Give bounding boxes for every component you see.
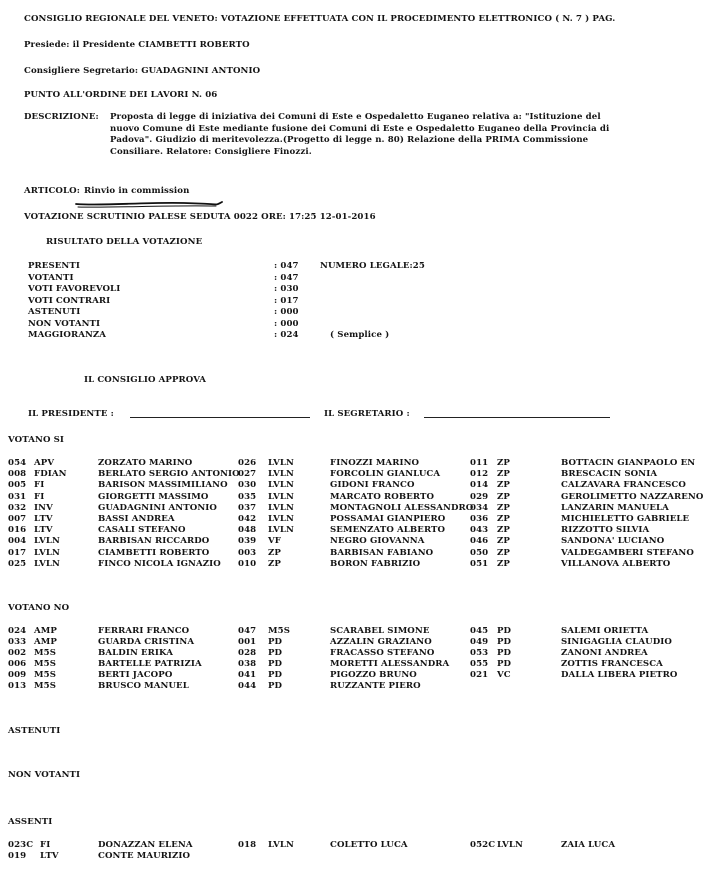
voter-group: FI [40, 840, 51, 850]
presidente-signature-line [130, 417, 310, 418]
risultato-label: MAGGIORANZA [28, 330, 107, 340]
voter-group: M5S [34, 681, 56, 691]
voter-name: BALDIN ERIKA [98, 648, 173, 658]
voter-name: ZOTTIS FRANCESCA [561, 659, 663, 669]
voter-group: ZP [497, 558, 510, 569]
voter-name: BARTELLE PATRIZIA [98, 659, 202, 669]
articolo-label: ARTICOLO: [24, 186, 80, 196]
voter-number: 046 [470, 536, 489, 547]
voter-name: FINOZZI MARINO [330, 458, 420, 468]
voter-name: GEROLIMETTO NAZZARENO [561, 491, 703, 502]
voter-name: BARBISAN RICCARDO [98, 536, 210, 547]
risultato-row [28, 284, 628, 295]
voter-name: BRUSCO MANUEL [98, 681, 189, 691]
voter-group: ZP [268, 547, 281, 558]
voter-number: 043 [470, 525, 489, 536]
voter-number: 021 [470, 670, 489, 680]
risultato-row [28, 296, 628, 307]
risultato-row [28, 307, 628, 318]
assenti-row [0, 840, 689, 851]
voter-number: 047 [238, 626, 257, 636]
votano-si-row [0, 491, 703, 503]
esito-line: IL CONSIGLIO APPROVA [84, 375, 207, 385]
voter-number: 042 [238, 514, 257, 524]
votano-no-row [0, 659, 689, 670]
assenti-row [0, 851, 689, 862]
voter-name: BASSI ANDREA [98, 514, 175, 524]
segretario-signature-label: IL SEGRETARIO : [324, 409, 410, 419]
voter-group: LTV [34, 525, 53, 536]
voter-group: APV [34, 458, 55, 468]
voter-group: ZP [497, 469, 510, 480]
votano-si-row [0, 458, 696, 469]
voter-name: FINCO NICOLA IGNAZIO [98, 558, 221, 569]
voter-group: AMP [34, 626, 57, 636]
voter-group: ZP [497, 458, 510, 468]
voter-group: ZP [497, 502, 510, 513]
risultato-heading: RISULTATO DELLA VOTAZIONE [46, 237, 203, 247]
voter-group: VC [497, 670, 511, 680]
voter-group: PD [497, 626, 512, 636]
votano-si-row [0, 559, 689, 570]
voter-number: 051 [470, 558, 489, 569]
voter-number: 004 [8, 536, 27, 547]
voter-number: 036 [470, 514, 489, 524]
voter-group: LVLN [34, 547, 60, 558]
risultato-extra: ( Semplice ) [330, 330, 390, 340]
non-votanti-heading: NON VOTANTI [8, 770, 81, 780]
risultato-label: VOTI FAVOREVOLI [28, 284, 121, 294]
voter-group: LVLN [268, 480, 294, 491]
voter-number: 026 [238, 458, 257, 468]
voter-number: 038 [238, 659, 257, 669]
voter-name: SALEMI ORIETTA [561, 626, 649, 636]
voter-name: BORON FABRIZIO [330, 558, 421, 569]
voter-name: MARCATO ROBERTO [330, 491, 435, 502]
risultato-value: : 030 [274, 284, 299, 294]
voter-group: PD [268, 648, 283, 658]
voter-name: BERTI JACOPO [98, 670, 173, 680]
voter-group: LVLN [268, 525, 294, 536]
risultato-value: : 000 [274, 318, 299, 329]
voter-name: CIAMBETTI ROBERTO [98, 547, 210, 558]
voter-number: 028 [238, 648, 257, 658]
voter-number: 032 [8, 502, 27, 513]
voter-group: PD [268, 670, 283, 680]
voter-group: ZP [497, 491, 510, 502]
votano-si-row [0, 514, 689, 525]
votano-no-heading: VOTANO NO [8, 603, 70, 613]
voter-name: BERLATO SERGIO ANTONIO [98, 469, 240, 480]
presiede-line: Presiede: il Presidente CIAMBETTI ROBERTO [24, 40, 250, 50]
descrizione-text: Proposta di legge di iniziativa dei Comuni di Este e Ospedaletto Euganeo relativa a: "Istituzione del nuovo Comune di Este mediante fusione dei Comuni di Este e Ospedaletto Euganeo della Provincia di Padova". Giudizio di meritevolezza.(Progetto di legge n. 80) Relazione della PRIMA Commissione Consiliare. Relatore: Consigliere Finozzi. [110, 112, 610, 157]
voter-name: VILLANOVA ALBERTO [561, 558, 671, 569]
voter-number: 054 [8, 458, 27, 468]
voter-number: 012 [470, 469, 489, 480]
voter-number: 006 [8, 659, 27, 669]
risultato-row [28, 273, 628, 284]
risultato-row [28, 261, 628, 272]
voter-name: PIGOZZO BRUNO [330, 670, 417, 680]
voter-group: AMP [34, 637, 57, 647]
voter-name: BARISON MASSIMILIANO [98, 480, 228, 491]
voter-name: MORETTI ALESSANDRA [330, 659, 450, 669]
voter-name: DALLA LIBERA PIETRO [561, 670, 678, 680]
voter-name: NEGRO GIOVANNA [330, 536, 425, 547]
segretario-signature-line [424, 417, 610, 418]
voter-group: LVLN [268, 514, 294, 524]
voter-number: 007 [8, 514, 27, 524]
voter-number: 044 [238, 681, 257, 691]
voter-name: GIDONI FRANCO [330, 480, 415, 491]
votano-si-heading: VOTANO SI [8, 435, 65, 445]
voter-name: ZAIA LUCA [561, 840, 616, 850]
votano-si-row [0, 536, 689, 547]
votano-no-row [0, 648, 689, 659]
voter-group: ZP [497, 525, 510, 536]
voter-name: COLETTO LUCA [330, 840, 408, 850]
voter-group: M5S [268, 626, 290, 636]
risultato-row [28, 319, 628, 330]
voter-name: AZZALIN GRAZIANO [330, 637, 432, 647]
votazione-info-line: VOTAZIONE SCRUTINIO PALESE SEDUTA 0022 ORE: 17:25 12-01-2016 [24, 212, 376, 222]
voter-number: 024 [8, 626, 27, 636]
voter-number: 035 [238, 491, 257, 502]
risultato-value: : 047 [274, 272, 299, 283]
voter-number: 016 [8, 525, 27, 536]
voter-group: PD [268, 659, 283, 669]
voter-name: CONTE MAURIZIO [98, 851, 191, 861]
risultato-value: : 017 [274, 295, 299, 306]
risultato-value: : 000 [274, 307, 299, 317]
risultato-label: VOTANTI [28, 272, 74, 283]
votano-no-row [0, 626, 689, 637]
voter-name: GUARDA CRISTINA [98, 637, 195, 647]
voter-number: 023C [8, 840, 34, 850]
voter-group: PD [497, 637, 512, 647]
voter-name: DONAZZAN ELENA [98, 840, 193, 850]
voter-number: 025 [8, 558, 27, 569]
voter-number: 008 [8, 469, 27, 480]
voter-name: BARBISAN FABIANO [330, 547, 434, 558]
voter-name: SANDONA' LUCIANO [561, 536, 665, 547]
voter-number: 045 [470, 626, 489, 636]
voter-name: VALDEGAMBERI STEFANO [561, 547, 694, 558]
voter-name: MICHIELETTO GABRIELE [561, 514, 690, 524]
voter-group: M5S [34, 670, 56, 680]
voter-number: 029 [470, 491, 489, 502]
voter-number: 010 [238, 558, 257, 569]
voter-number: 050 [470, 547, 489, 558]
voter-name: SEMENZATO ALBERTO [330, 525, 446, 536]
votano-no-row [0, 670, 689, 681]
voter-number: 049 [470, 637, 489, 647]
voter-number: 005 [8, 480, 27, 491]
voter-number: 041 [238, 670, 257, 680]
voter-group: LVLN [268, 491, 294, 502]
voter-group: ZP [497, 480, 510, 491]
votano-no-row [0, 681, 689, 692]
voter-number: 013 [8, 681, 27, 691]
voter-group: FI [34, 480, 45, 491]
voter-group: ZP [497, 536, 510, 547]
document-header-title: CONSIGLIO REGIONALE DEL VENETO: VOTAZIONE EFFETTUATA CON IL PROCEDIMENTO ELETTRONICO ( N. 7 ) PAG. [24, 14, 616, 24]
voter-name: MONTAGNOLI ALESSANDRO [330, 502, 474, 513]
voter-group: LVLN [497, 840, 523, 850]
voter-group: FI [34, 491, 45, 502]
voter-name: FRACASSO STEFANO [330, 648, 435, 658]
voter-group: ZP [268, 558, 281, 569]
risultato-label: NON VOTANTI [28, 318, 101, 329]
voter-group: LVLN [34, 558, 60, 569]
voter-name: ZANONI ANDREA [561, 648, 648, 658]
voter-group: LVLN [34, 536, 60, 547]
voter-group: PD [268, 681, 283, 691]
voter-group: INV [34, 502, 53, 513]
voter-number: 055 [470, 659, 489, 669]
votano-si-row [0, 547, 694, 559]
voter-number: 033 [8, 637, 27, 647]
voter-number: 027 [238, 469, 257, 480]
voter-number: 030 [238, 480, 257, 491]
presidente-signature-label: IL PRESIDENTE : [28, 409, 114, 419]
voter-group: FDIAN [34, 469, 67, 480]
voter-number: 039 [238, 536, 257, 547]
voter-number: 001 [238, 637, 257, 647]
voter-name: FERRARI FRANCO [98, 626, 190, 636]
voter-name: BOTTACIN GIANPAOLO EN [561, 458, 696, 468]
voter-name: SINIGAGLIA CLAUDIO [561, 637, 672, 647]
astenuti-heading: ASTENUTI [8, 726, 61, 736]
voter-group: PD [497, 659, 512, 669]
handwritten-underline [74, 198, 224, 210]
votano-si-row [0, 469, 689, 480]
voter-group: LTV [34, 514, 53, 524]
voter-name: RUZZANTE PIERO [330, 681, 421, 691]
articolo-value: Rinvio in commission [84, 186, 190, 196]
risultato-label: PRESENTI [28, 261, 80, 271]
voter-group: PD [497, 648, 512, 658]
voter-group: LVLN [268, 502, 294, 513]
voter-name: BRESCACIN SONIA [561, 469, 658, 480]
assenti-heading: ASSENTI [8, 817, 53, 827]
voter-name: POSSAMAI GIANPIERO [330, 514, 446, 524]
voter-group: PD [268, 637, 283, 647]
voter-number: 018 [238, 840, 257, 850]
voter-number: 011 [470, 458, 489, 468]
votano-si-row [0, 480, 689, 491]
votano-no-row [0, 637, 689, 648]
descrizione-label: DESCRIZIONE: [24, 112, 99, 122]
voter-number: 053 [470, 648, 489, 658]
punto-ordine-line: PUNTO ALL'ORDINE DEI LAVORI N. 06 [24, 90, 218, 100]
voter-name: ZORZATO MARINO [98, 458, 193, 468]
segretario-line: Consigliere Segretario: GUADAGNINI ANTONIO [24, 66, 261, 76]
voter-number: 014 [470, 480, 489, 491]
risultato-extra: NUMERO LEGALE:25 [320, 261, 425, 271]
voter-number: 017 [8, 547, 27, 558]
risultato-row [28, 330, 628, 341]
voter-number: 003 [238, 547, 257, 558]
voter-number: 034 [470, 502, 489, 513]
risultato-label: VOTI CONTRARI [28, 295, 111, 306]
voter-number: 031 [8, 491, 27, 502]
voter-name: CASALI STEFANO [98, 525, 186, 536]
risultato-label: ASTENUTI [28, 307, 81, 317]
voter-group: LVLN [268, 840, 294, 850]
voter-group: LVLN [268, 469, 294, 480]
voter-number: 002 [8, 648, 27, 658]
voter-number: 052C [470, 840, 496, 850]
voter-group: ZP [497, 514, 510, 524]
voter-name: SCARABEL SIMONE [330, 626, 430, 636]
voter-group: VF [268, 536, 281, 547]
votano-si-row [0, 525, 689, 536]
voter-number: 037 [238, 502, 257, 513]
voter-name: GUADAGNINI ANTONIO [98, 502, 218, 513]
voter-group: M5S [34, 659, 56, 669]
voter-number: 019 [8, 851, 27, 861]
voter-group: M5S [34, 648, 56, 658]
voter-name: GIORGETTI MASSIMO [98, 491, 209, 502]
votano-si-row [0, 503, 689, 514]
voter-name: FORCOLIN GIANLUCA [330, 469, 441, 480]
voter-number: 009 [8, 670, 27, 680]
voter-name: LANZARIN MANUELA [561, 502, 669, 513]
risultato-value: : 024 [274, 330, 299, 340]
voter-group: LVLN [268, 458, 294, 468]
voter-name: CALZAVARA FRANCESCO [561, 480, 686, 491]
voter-group: ZP [497, 547, 510, 558]
voter-number: 048 [238, 525, 257, 536]
risultato-value: : 047 [274, 261, 299, 271]
voter-group: LTV [40, 851, 59, 861]
voter-name: RIZZOTTO SILVIA [561, 525, 650, 536]
